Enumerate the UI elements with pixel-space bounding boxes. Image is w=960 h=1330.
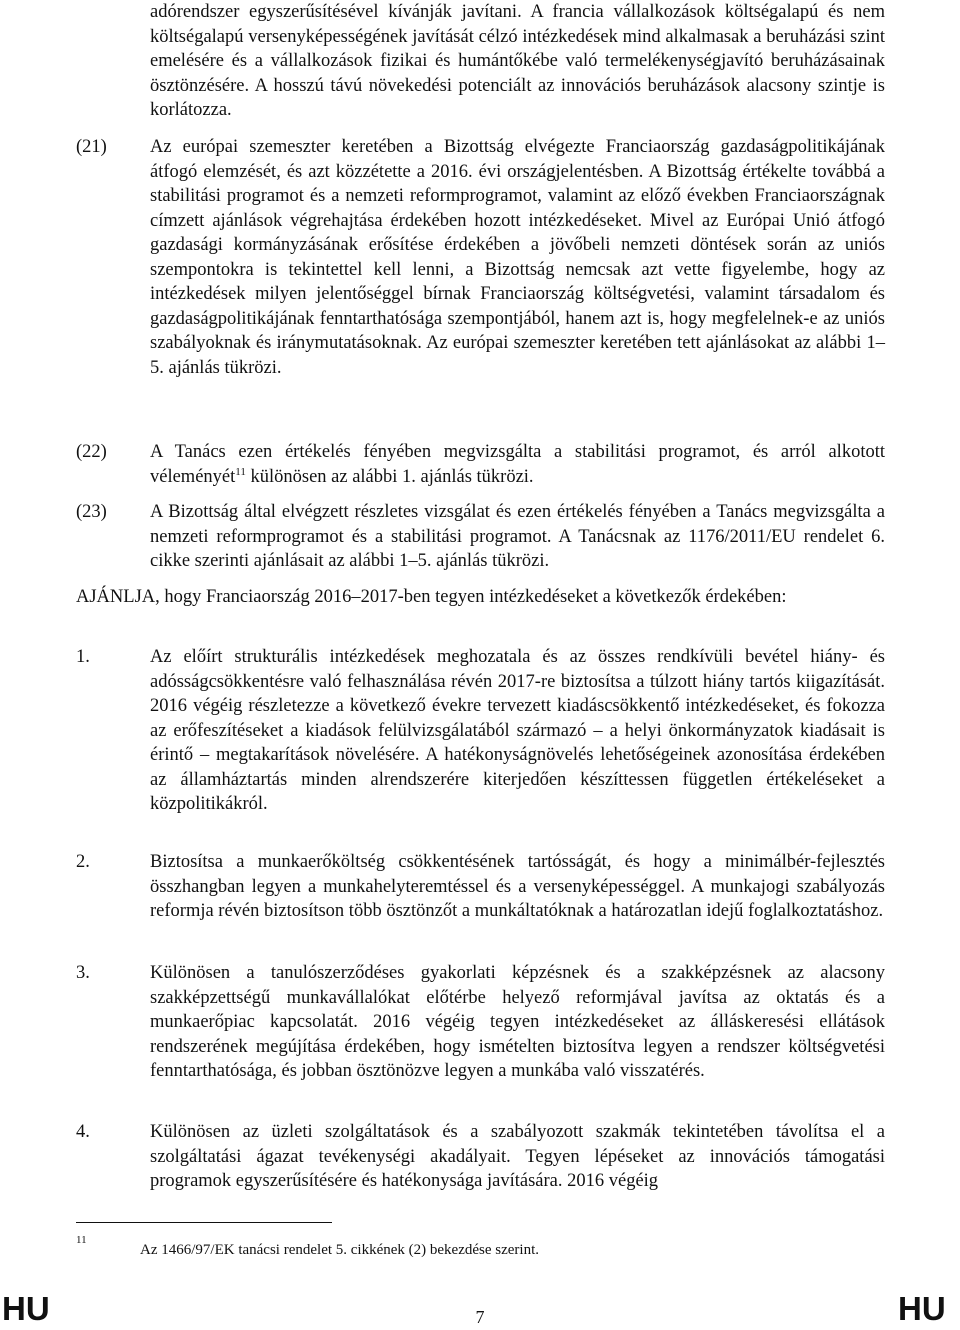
item-text: Az előírt strukturális intézkedések meghozatala és az összes rendkívüli bevétel hiány- és adósságcsökkentésre való felhasználása révén 2017-re biztosítsa a túlzott hiány tartós kiigazítását. 2016 végéig részletezze a következő évekre tervezett kiadáscsökkentő intézkedéseket, és fokozza az erőfeszítéseket a kiadások felülvizsgálatából származó – a helyi önkormányzatok kiadásait is érintő – megtakarítások növelésére. A hatékonyságnövelés lehetőségeinek azonosítása érdekében az államháztartás minden alrendszerére kiterjedően készíttessen független értékeléseket a közpolitikákról. xyxy=(150,647,885,814)
recital-number: (23) xyxy=(76,502,107,522)
recommendation-1 xyxy=(76,645,885,817)
item-text: Különösen az üzleti szolgáltatások és a szabályozott szakmák tekintetében távolítsa el a szolgáltatási ágazat tevékenységi akadályait. Tegyen lépéseket az innovációs támogatási programok egyszerűsítésére és hatékonysága javítására. 2016 végéig xyxy=(150,1122,885,1191)
recommendation-4 xyxy=(76,1120,885,1194)
item-text: Biztosítsa a munkaerőköltség csökkentésének tartósságát, és hogy a minimálbér-fejlesztés összhangban legyen a munkahelyteremtéssel és a versenyképességgel. A munkajogi szabályozás reformja révén biztosítson több ösztönzőt a munkáltatóknak a határozatlan idejű foglalkoztatáshoz. xyxy=(150,852,885,921)
item-number: 2. xyxy=(76,852,90,872)
item-number: 4. xyxy=(76,1122,90,1142)
recommendation-2 xyxy=(76,850,885,924)
recital-number: (21) xyxy=(76,137,107,157)
recital-text: A Bizottság által elvégzett részletes vizsgálat és ezen értékelés fényében a Tanács megvizsgálta a nemzeti reformprogramot és a stabilitási programot. A Tanácsnak az 1176/2011/EU rendelet 6. cikke szerinti ajánlásait az alábbi 1–5. ajánlás tükrözi. xyxy=(150,502,885,571)
recital-22 xyxy=(76,440,885,489)
footer-language-right: HU xyxy=(898,1290,946,1327)
footnote-reference[interactable]: 11 xyxy=(235,465,246,478)
item-text: Különösen a tanulószerződéses gyakorlati képzésnek és a szakképzésnek az alacsony szakképzettségű munkavállalókat előtérbe helyező reformjával javítsa az oktatás és a munkaerőpiac kapcsolatát. 2016 végéig tegyen intézkedéseket az álláskeresési ellátások rendszerének megújítása érdekében, hogy ismételten biztosítva legyen a rendszer költségvetési fenntarthatósága, és jobban ösztönözve legyen a munkába való visszatérés. xyxy=(150,963,885,1081)
recital-23 xyxy=(76,500,885,574)
recommends-paragraph: AJÁNLJA, hogy Franciaország 2016–2017-ben tegyen intézkedéseket a következők érdekében: xyxy=(76,587,787,607)
intro-paragraph: adórendszer egyszerűsítésével kívánják javítani. A francia vállalkozások költségalapú és nem költségalapú versenyképességének javítását célzó intézkedések mind alkalmasak a beruházási szint emelésére és a vállalkozások fizikai és humántőkébe való termelékenységjavító beruházásainak ösztönzésére. A hosszú távú növekedési potenciált az innovációs beruházások alacsony szintje is korlátozza. xyxy=(150,2,885,120)
recital-number: (22) xyxy=(76,442,107,462)
recital-text xyxy=(150,440,885,489)
recommendation-3 xyxy=(76,961,885,1084)
page-number: 7 xyxy=(475,1307,485,1327)
footnote-text: Az 1466/97/EK tanácsi rendelet 5. cikkének (2) bekezdése szerint. xyxy=(140,1242,540,1258)
footnote-separator xyxy=(76,1222,332,1223)
recital-21 xyxy=(76,135,885,380)
footer-language-left: HU xyxy=(2,1290,50,1327)
footnote-number: 11 xyxy=(76,1234,87,1246)
recital-text-after: különösen az alábbi 1. ajánlás tükrözi. xyxy=(245,466,534,487)
item-number: 3. xyxy=(76,963,90,983)
recital-text-before: A Tanács ezen értékelés fényében megvizsgálta a stabilitási programot, és arról alkotott véleményét xyxy=(150,442,885,487)
item-number: 1. xyxy=(76,647,90,667)
recital-text: Az európai szemeszter keretében a Bizottság elvégezte Franciaország gazdaságpolitikájának átfogó elemzését, és azt közzétette a 2016. évi országjelentésben. A Bizottság értékelte továbbá a stabilitási programot és a nemzeti reformprogramot, valamint az előző években Franciaországnak címzett ajánlások végrehajtása érdekében hozott intézkedéseket. Mivel az Európai Unió átfogó gazdasági kormányzásának erősítése érdekében a jövőbeli nemzeti döntések során az uniós szempontokra is tekintettel kell lenni, a Bizottság nemcsak azt vette figyelembe, hogy az intézkedések milyen jelentőséggel bírnak Franciaország költségvetési, valamint társadalom és gazdaságpolitikájának fenntarthatósága szempontjából, hanem azt is, hogy megfelelnek-e az uniós szabályoknak és iránymutatásoknak. Az európai szemeszter keretében tett ajánlásokat az alábbi 1–5. ajánlás tükrözi. xyxy=(150,137,885,378)
